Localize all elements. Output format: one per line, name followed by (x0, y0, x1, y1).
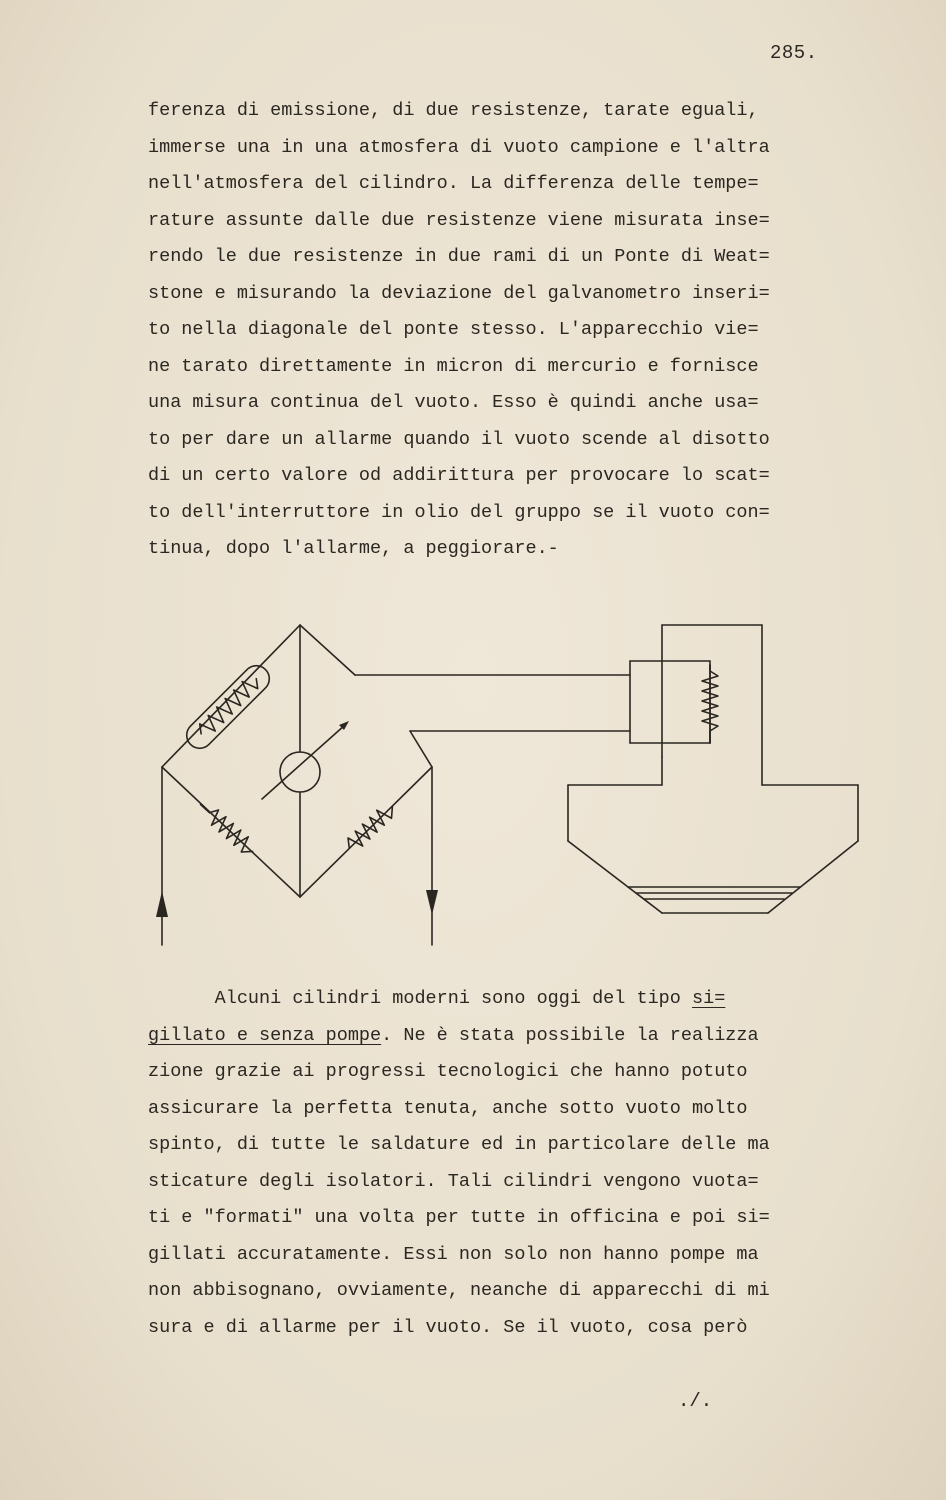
text-line: rature assunte dalle due resistenze viene misurata inse= (148, 209, 770, 231)
page-number: 285. (770, 42, 818, 64)
underlined-text: si= (692, 988, 726, 1009)
text-line: una misura continua del vuoto. Esso è quindi anche usa= (148, 392, 759, 413)
underlined-text: gillato e senza pompe (148, 1024, 382, 1046)
text-line: ferenza di emissione, di due resistenze, tarate eguali, (148, 100, 759, 121)
text-line: zione grazie ai progressi tecnologici che hanno potuto (148, 1061, 748, 1082)
text-line: nell'atmosfera del cilindro. La differenza delle tempe= (148, 173, 759, 194)
text-line: to dell'interruttore in olio del gruppo se il vuoto con= (148, 501, 770, 523)
continuation-mark: ./. (678, 1390, 713, 1412)
text-line: ne tarato direttamente in micron di mercurio e fornisce (148, 355, 759, 377)
text-line: sura e di allarme per il vuoto. Se il vuoto, cosa però (148, 1316, 748, 1338)
text-line (148, 981, 868, 1018)
paragraph-1 (148, 93, 868, 568)
text-line: tinua, dopo l'allarme, a peggiorare.- (148, 538, 559, 559)
text-line: di un certo valore od addirittura per provocare lo scat= (148, 465, 770, 486)
text-line: gillati accuratamente. Essi non solo non hanno pompe ma (148, 1243, 759, 1265)
text-line: ti e "formati" una volta per tutte in officina e poi si= (148, 1207, 770, 1228)
text-line: spinto, di tutte le saldature ed in particolare delle ma (148, 1134, 770, 1155)
wheatstone-bridge-circuit-icon (150, 615, 870, 955)
text-line: stone e misurando la deviazione del galvanometro inseri= (148, 282, 770, 304)
text-segment: . Ne è stata possibile la realizza (381, 1024, 759, 1046)
text-line: to nella diagonale del ponte stesso. L'apparecchio vie= (148, 319, 759, 340)
text-line: immerse una in una atmosfera di vuoto campione e l'altra (148, 136, 770, 158)
text-line: assicurare la perfetta tenuta, anche sotto vuoto molto (148, 1097, 748, 1119)
text-line: to per dare un allarme quando il vuoto scende al disotto (148, 428, 770, 450)
text-segment: Alcuni cilindri moderni sono oggi del tipo (148, 988, 692, 1009)
wheatstone-bridge-diagram (150, 615, 870, 960)
text-line: non abbisognano, ovviamente, neanche di apparecchi di mi (148, 1280, 770, 1301)
text-line (148, 1018, 868, 1055)
text-line: sticature degli isolatori. Tali cilindri vengono vuota= (148, 1170, 759, 1192)
text-line: rendo le due resistenze in due rami di un Ponte di Weat= (148, 246, 770, 267)
paragraph-2 (148, 981, 868, 1346)
